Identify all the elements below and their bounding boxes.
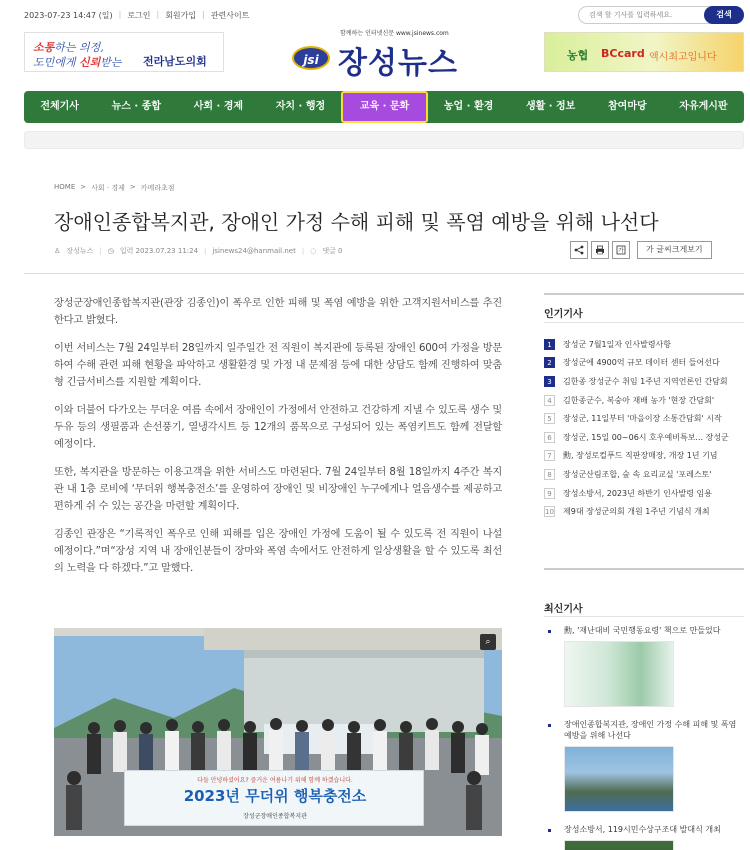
breadcrumb-category[interactable]: 카메라초점 <box>140 184 175 192</box>
article-photo[interactable] <box>54 628 502 836</box>
logo-tagline: 함께하는 인터넷신문 www.jsinews.com <box>340 30 449 37</box>
nh-bccard-ad-banner[interactable] <box>544 32 744 72</box>
popular-article-item[interactable]: 6 장성군, 15일 00~06시 호우예비특보... 장성군 <box>544 428 744 447</box>
font-size-button[interactable]: 가 글씨크게보기 <box>637 241 712 259</box>
zoom-icon[interactable]: ⌕ <box>480 634 496 650</box>
font-scale-icon[interactable] <box>612 241 630 259</box>
sidebar-rule <box>544 616 744 617</box>
bullet-icon <box>548 829 551 832</box>
comment-icon: ◌ <box>310 247 317 255</box>
latest-articles-title: 최신기사 <box>544 604 583 615</box>
latest-article-thumbnail[interactable] <box>564 641 674 707</box>
nav-item-education-culture[interactable]: 교육 · 문화 <box>341 91 427 123</box>
site-logo[interactable] <box>290 28 480 81</box>
council-name: 전라남도의회 <box>143 55 207 68</box>
search-button[interactable]: 검색 <box>704 6 744 24</box>
latest-article-item[interactable]: 장성소방서, 119시민수상구조대 발대식 개최 <box>548 824 744 850</box>
popular-article-item[interactable]: 4 김한종군수, 복숭아 재배 농가 '현장 간담회' <box>544 391 744 410</box>
article-body <box>54 295 502 588</box>
rank-badge: 6 <box>544 432 555 443</box>
rank-badge: 3 <box>544 376 555 387</box>
popular-article-item[interactable]: 10 제9대 장성군의회 개원 1주년 기념식 개최 <box>545 507 710 517</box>
nav-item-news[interactable]: 뉴스 · 종합 <box>111 101 162 112</box>
popular-article-item[interactable]: 9 장성소방서, 2023년 하반기 인사발령 임용 <box>544 484 744 503</box>
breadcrumb-section[interactable]: 사회 · 경제 <box>91 184 125 192</box>
latest-articles-list <box>548 625 744 850</box>
ad-slogan-line2: 도민에게 신뢰받는 <box>33 56 122 69</box>
popular-article-item[interactable]: 7 勳, 장성로컬푸드 직판장매장, 개장 1년 기념 <box>544 447 744 466</box>
nav-item-administration[interactable]: 자치 · 행정 <box>275 101 326 112</box>
popular-article-item[interactable]: 3 김한종 장성군수 취임 1주년 지역언론인 간담회 <box>544 372 744 391</box>
author-icon: ♙ <box>54 247 61 255</box>
login-link[interactable]: 로그인 <box>127 11 151 20</box>
article-paragraph: 이와 더불어 다가오는 무더운 여름 속에서 장애인이 가정에서 안전하고 건강하게 지낼 수 있도록 생수 및 두유 등의 생필품과 손선풍기, 열냉각시트 등 12개의 품목으로 구성되어 있는 폭염키트도 함께 전달할 예정이다. <box>54 405 502 450</box>
nav-item-agriculture[interactable]: 농업 · 환경 <box>443 101 494 112</box>
bullet-icon <box>548 630 551 633</box>
svg-text:가: 가 <box>618 247 624 255</box>
article-paragraph: 이번 서비스는 7월 24일부터 28일까지 일주일간 전 직원이 복지관에 등록된 장애인 600여 가정을 방문하여 수해 관련 피해 현황을 파악하고 생활환경 및 가정 내 문제점 등에 대한 상담도 함께 진행하여 맞춤형 긴급서비스를 지원할 계획이다. <box>54 343 502 388</box>
sidebar-top-rule <box>544 568 744 570</box>
nav-item-participation[interactable]: 참여마당 <box>608 101 647 112</box>
logo-mark: jsi <box>292 46 330 70</box>
article-date: 입력 2023.07.23 11:24 <box>119 247 199 255</box>
rank-badge: 4 <box>544 395 555 406</box>
main-navigation <box>24 91 744 123</box>
popular-article-item[interactable]: 8 장성군산림조합, 숲 속 요리교실 '포레스토' <box>544 465 744 484</box>
nav-item-life-info[interactable]: 생활 · 정보 <box>525 101 576 112</box>
nav-item-all-articles[interactable]: 전체기사 <box>40 101 79 112</box>
separator: | <box>156 10 160 19</box>
rank-badge: 1 <box>544 339 555 350</box>
separator: | <box>118 10 122 19</box>
article-meta <box>54 246 343 256</box>
nav-item-society[interactable]: 사회 · 경제 <box>193 101 244 112</box>
ad-bc-text: BCcard <box>601 47 645 60</box>
council-ad-banner[interactable] <box>24 32 224 72</box>
sidebar-top-rule <box>544 293 744 295</box>
article-paragraph: 김종인 관장은 “기록적인 폭우로 인해 피해를 입은 장애인 가정에 도움이 될 수 있도록 전 직원이 나설 예정이다.”며“장성 지역 내 장애인분들이 장마와 폭염 속에서도 안전하게 일상생활을 할 수 있도록 최선의 노력을 다 하겠다.”고 말했다. <box>54 529 502 574</box>
article-title: 장애인종합복지관, 장애인 가정 수해 피해 및 폭염 예방을 위해 나선다 <box>54 210 659 234</box>
separator: | <box>99 247 102 255</box>
logo-name: 장성뉴스 <box>338 46 458 81</box>
ad-nh-text: 농협 <box>567 49 589 62</box>
breadcrumb-home[interactable]: HOME <box>54 183 76 191</box>
separator: | <box>301 247 305 255</box>
breadcrumb <box>54 183 175 193</box>
popular-articles-list <box>544 335 744 521</box>
latest-article-item[interactable]: 勳, '재난대비 국민행동요령' 책으로 만들었다 <box>548 625 744 707</box>
sidebar-rule <box>544 322 744 323</box>
separator: | <box>202 10 205 19</box>
rank-badge: 7 <box>544 450 555 461</box>
latest-article-item[interactable]: 장애인종합복지관, 장애인 가정 수해 피해 및 폭염 예방을 위해 나선다 <box>548 719 744 812</box>
print-icon[interactable] <box>591 241 609 259</box>
photo-banner-title: 2023년 무더위 행복충전소 <box>183 787 367 805</box>
current-datetime: 2023-07-23 14:47 (일) <box>24 11 113 20</box>
photo-banner <box>124 770 424 826</box>
latest-article-thumbnail[interactable] <box>564 840 674 850</box>
rank-badge: 5 <box>544 413 555 424</box>
article-paragraph: 장성군장애인종합복지관(관장 김종인)이 폭우로 인한 피해 및 폭염 예방을 위한 고객지원서비스를 추진한다고 밝혔다. <box>54 298 502 326</box>
popular-article-item[interactable]: 5 장성군, 11일부터 '마을이장 소통간담회' 시작 <box>544 409 744 428</box>
bullet-icon <box>548 724 551 727</box>
popular-article-item[interactable]: 1 장성군 7월1일자 인사발령사항 <box>544 335 744 354</box>
latest-article-thumbnail[interactable] <box>564 746 674 812</box>
rank-badge: 8 <box>544 469 555 480</box>
article-author: 장성뉴스 <box>66 247 94 255</box>
nav-item-free-board[interactable]: 자유게시판 <box>679 101 728 112</box>
header-divider <box>24 273 744 274</box>
related-sites-link[interactable]: 관련사이트 <box>210 11 250 20</box>
search-input[interactable] <box>589 7 707 23</box>
separator: | <box>204 247 207 255</box>
rank-badge: 10 <box>545 508 554 517</box>
search-box <box>578 6 744 24</box>
breadcrumb-separator: > <box>80 183 87 191</box>
popular-article-item[interactable]: 2 장성군에 4900억 규모 데이터 센터 들어선다 <box>544 354 744 373</box>
article-paragraph: 또한, 복지관을 방문하는 이용고객을 위한 서비스도 마련된다. 7월 24일부터 8월 18일까지 4주간 복지관 내 1층 로비에 ‘무더위 행복충전소’를 운영하여 장애인 및 비장애인 누구에게나 얼음생수를 제공하고 편하게 쉬 수 있는 공간을 마련할 계획이다. <box>54 467 502 512</box>
rank-badge: 9 <box>544 488 555 499</box>
signup-link[interactable]: 회원가입 <box>165 11 197 20</box>
ad-slogan-line1: 소통하는 의정, <box>33 41 104 54</box>
top-utility-bar <box>0 0 750 28</box>
comment-count[interactable]: 댓글 0 <box>322 247 343 255</box>
clock-icon: ◷ <box>107 247 114 255</box>
article-tools <box>570 241 712 259</box>
ad-sub-text: 액시최고입니다 <box>649 52 717 63</box>
top-links <box>24 10 249 21</box>
photo-banner-org: 장성군장애인종합복지관 <box>243 813 307 820</box>
article-email[interactable]: jsinews24@hanmail.net <box>212 247 296 255</box>
breadcrumb-separator: > <box>129 183 136 191</box>
photo-banner-subtext: 다들 안녕하셨어요? 즐거운 여름나기 위해 함께 하겠습니다. <box>197 777 353 784</box>
sub-navigation-strip <box>24 131 744 149</box>
share-icon[interactable] <box>570 241 588 259</box>
popular-articles-title: 인기기사 <box>544 309 583 320</box>
rank-badge: 2 <box>544 357 555 368</box>
